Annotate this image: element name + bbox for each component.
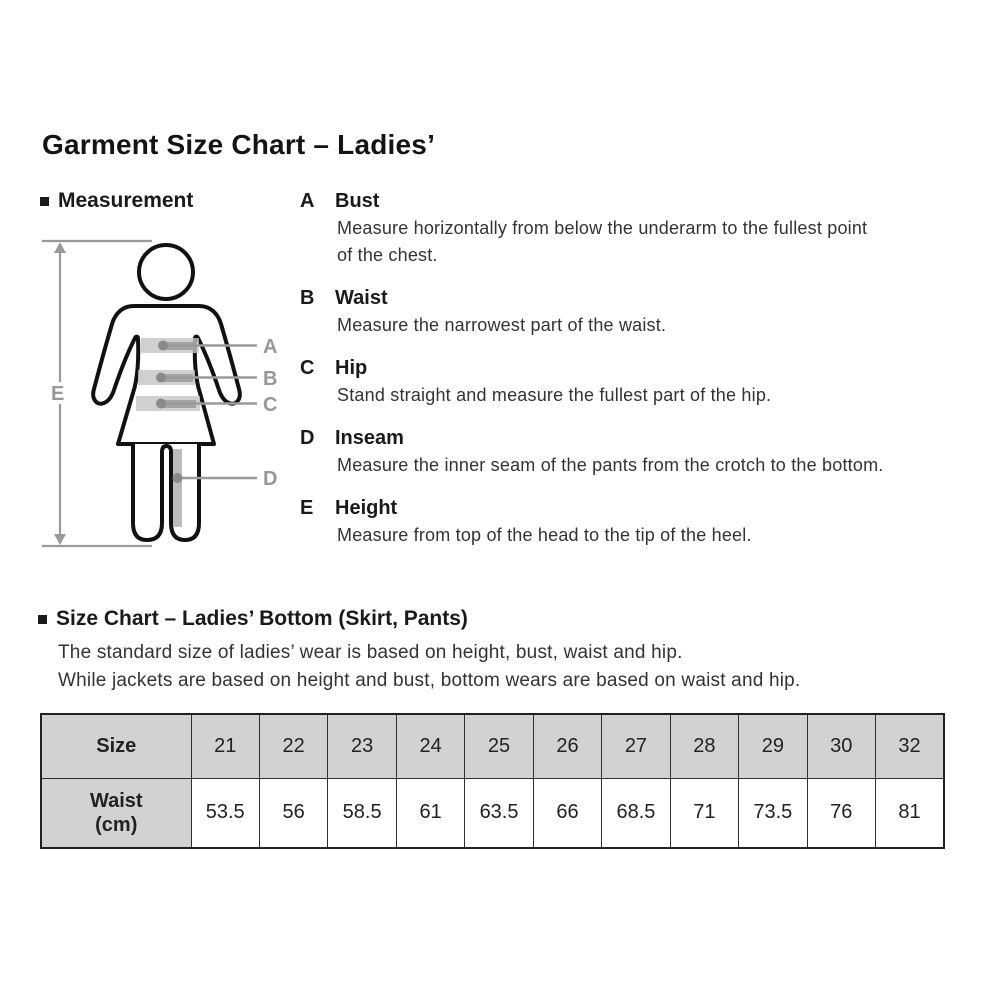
measurement-definitions — [300, 187, 970, 564]
definition-text: Stand straight and measure the fullest part of the hip. — [337, 385, 772, 405]
waist-value-cell: 56 — [259, 778, 327, 848]
definition-text: Measure the inner seam of the pants from the crotch to the bottom. — [337, 455, 884, 475]
definition-waist — [300, 284, 970, 339]
table-row-sizes — [41, 714, 944, 778]
definition-key: A — [300, 190, 315, 212]
definition-hip — [300, 354, 970, 409]
figure-label-inseam: D — [263, 468, 278, 490]
size-cell: 29 — [739, 714, 807, 778]
size-cell: 23 — [328, 714, 396, 778]
waist-value-cell: 66 — [533, 778, 601, 848]
definition-key: D — [300, 427, 315, 449]
definition-term: Waist — [335, 287, 388, 309]
size-chart-section-heading — [38, 607, 468, 631]
waist-value-cell: 76 — [807, 778, 875, 848]
definition-term: Bust — [335, 190, 380, 212]
definition-bust — [300, 187, 970, 269]
inseam-bar — [173, 449, 182, 527]
measurement-heading-label: Measurement — [58, 189, 194, 212]
description-line: While jackets are based on height and bust, bottom wears are based on waist and hip. — [58, 669, 801, 691]
definition-term: Hip — [335, 357, 368, 379]
definition-text: Measure from top of the head to the tip of the heel. — [337, 525, 752, 545]
definition-height — [300, 494, 970, 549]
waist-value-cell: 73.5 — [739, 778, 807, 848]
size-cell: 25 — [465, 714, 533, 778]
figure-label-bust: A — [263, 336, 278, 358]
table-row-waist — [41, 778, 944, 848]
square-bullet-icon — [40, 197, 49, 206]
waist-row-header — [41, 778, 191, 848]
body-measurement-diagram — [30, 225, 310, 565]
definition-key: C — [300, 357, 315, 379]
page-title: Garment Size Chart – Ladies’ — [42, 129, 436, 160]
figure-head — [139, 245, 193, 299]
measurement-section-heading — [40, 189, 193, 213]
waist-label-line1: Waist — [89, 789, 143, 812]
size-cell: 30 — [807, 714, 875, 778]
definition-text: of the chest. — [337, 245, 438, 265]
size-cell: 26 — [533, 714, 601, 778]
waist-value-cell: 53.5 — [191, 778, 259, 848]
definition-term: Inseam — [335, 427, 404, 449]
size-cell: 21 — [191, 714, 259, 778]
waist-value-cell: 81 — [876, 778, 944, 848]
figure-outline — [93, 245, 240, 540]
waist-value-cell: 61 — [396, 778, 464, 848]
waist-label-line2: (cm) — [95, 813, 138, 836]
waist-value-cell: 71 — [670, 778, 738, 848]
square-bullet-icon — [38, 615, 47, 624]
figure-label-waist: B — [263, 368, 278, 390]
arrowhead-up-icon — [54, 242, 66, 253]
size-table — [40, 713, 945, 849]
size-row-header: Size — [41, 714, 191, 778]
definition-inseam — [300, 424, 970, 479]
size-cell: 28 — [670, 714, 738, 778]
definition-key: B — [300, 287, 315, 309]
figure-label-height: E — [51, 383, 65, 405]
waist-value-cell: 58.5 — [328, 778, 396, 848]
definition-text: Measure horizontally from below the underarm to the fullest point — [337, 218, 868, 238]
size-chart-description — [58, 639, 800, 694]
definition-key: E — [300, 497, 314, 519]
size-cell: 22 — [259, 714, 327, 778]
arrowhead-down-icon — [54, 534, 66, 545]
definition-text: Measure the narrowest part of the waist. — [337, 315, 667, 335]
size-cell: 27 — [602, 714, 670, 778]
description-line: The standard size of ladies’ wear is based on height, bust, waist and hip. — [58, 642, 683, 663]
size-cell: 24 — [396, 714, 464, 778]
size-cell: 32 — [876, 714, 944, 778]
definition-term: Height — [335, 497, 398, 519]
figure-legs — [133, 444, 199, 540]
waist-value-cell: 68.5 — [602, 778, 670, 848]
figure-label-hip: C — [263, 394, 278, 416]
waist-value-cell: 63.5 — [465, 778, 533, 848]
size-chart-heading-label: Size Chart – Ladies’ Bottom (Skirt, Pants) — [56, 607, 468, 630]
